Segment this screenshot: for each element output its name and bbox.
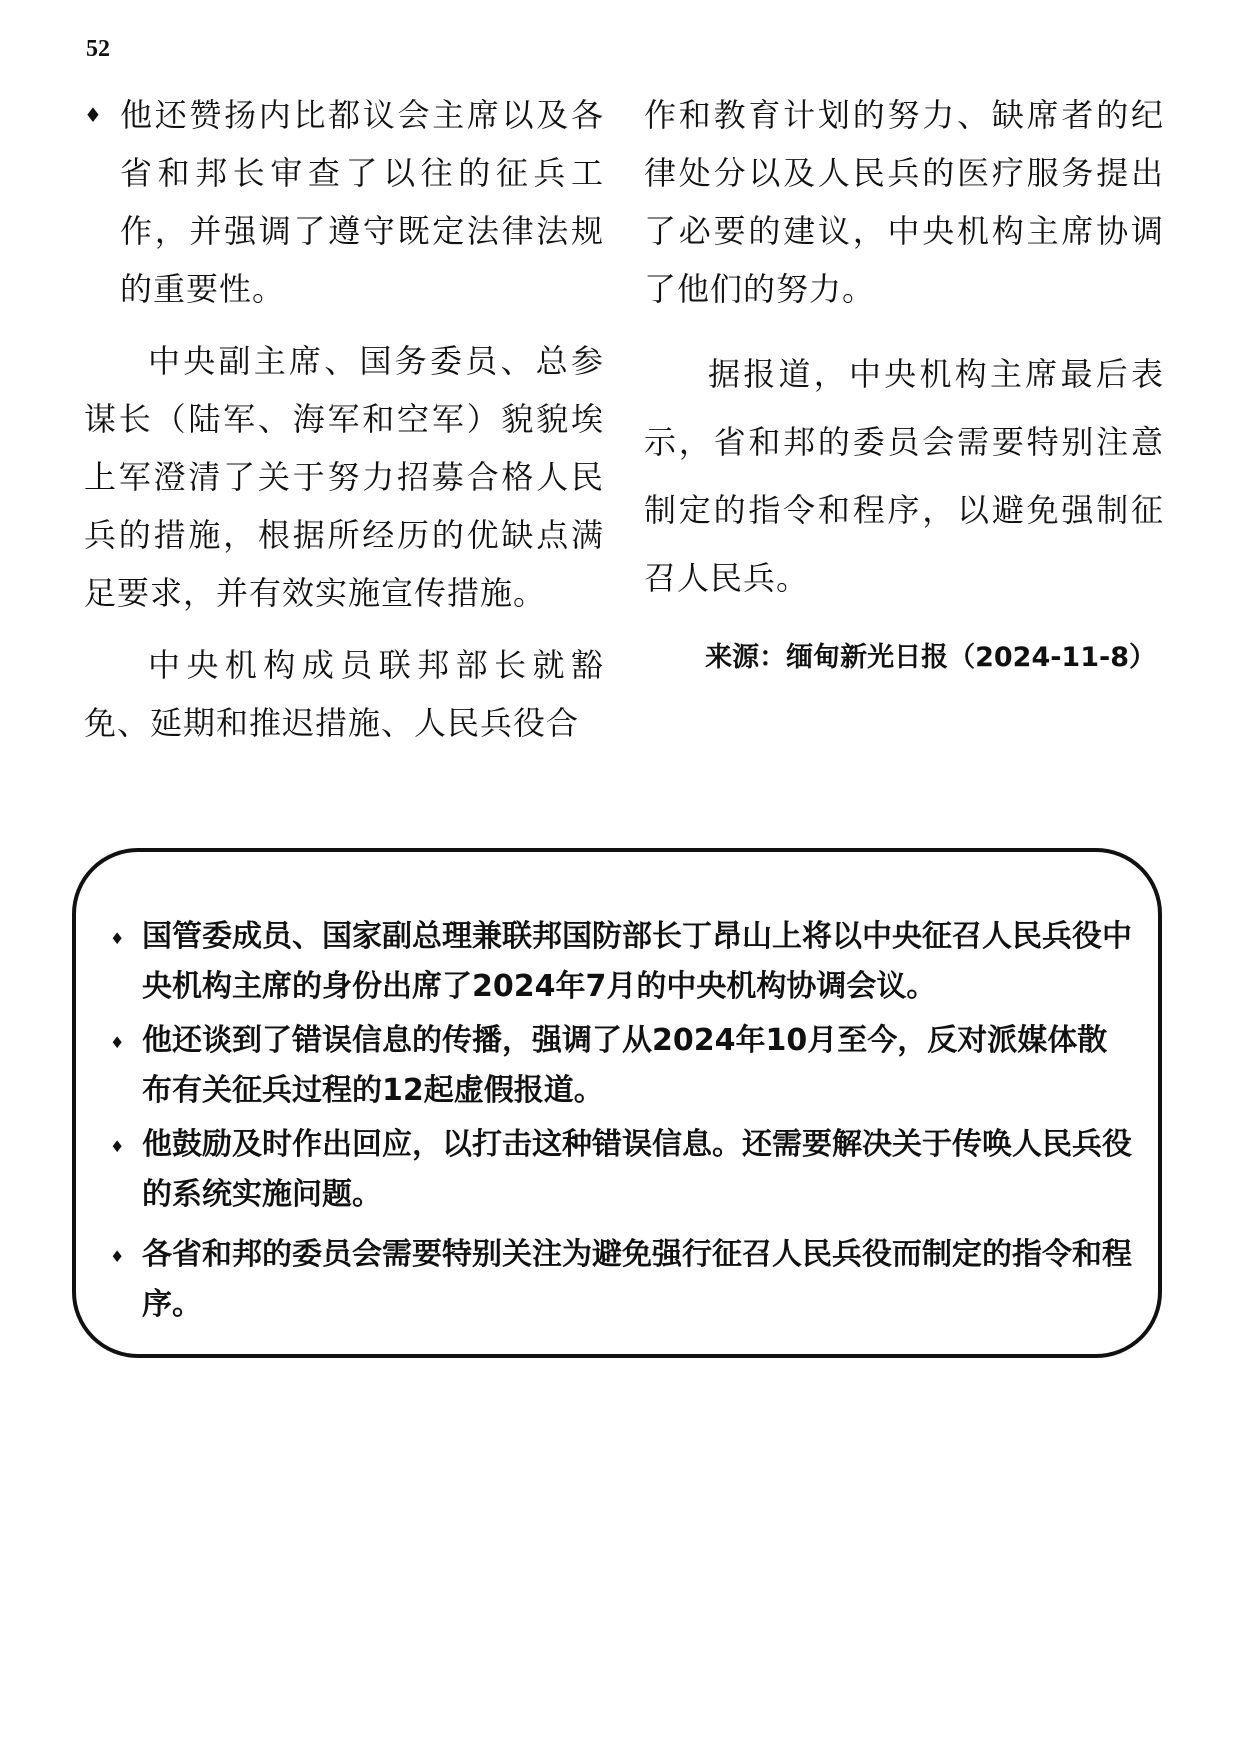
source-citation: 来源：缅甸新光日报（2024-11-8） [705,642,1156,673]
summary-item-text: 他鼓励及时作出回应，以打击这种错误信息。还需要解决关于传唤人民兵役的系统实施问题。 [142,1127,1132,1212]
summary-box [72,848,1162,1358]
summary-item [106,1120,1136,1220]
right-paragraph: 据报道，中央机构主席最后表示，省和邦的委员会需要特别注意制定的指令和程序，以避免强制征召人民兵。 [644,355,1164,597]
left-paragraph-2: 中央机构成员联邦部长就豁免、延期和推迟措施、人民兵役合 [84,646,604,742]
right-column [644,86,1164,678]
left-paragraph-1: 中央副主席、国务委员、总参谋长（陆军、海军和空军）貌貌埃上军澄清了关于努力招募合格人民兵的措施，根据所经历的优缺点满足要求，并有效实施宣传措施。 [84,342,604,612]
diamond-bullet-icon: ♦ [84,103,103,127]
diamond-bullet-icon: ♦ [110,1137,125,1156]
summary-item-text: 他还谈到了错误信息的传播，强调了从2024年10月至今，反对派媒体散布有关征兵过程的12起虚假报道。 [142,1023,1108,1108]
summary-list [106,912,1136,1330]
summary-item [106,912,1136,1012]
summary-item [106,1230,1136,1330]
diamond-bullet-icon: ♦ [110,929,125,948]
left-bullet-text: 他还赞扬内比都议会主席以及各省和邦长审查了以往的征兵工作，并强调了遵守既定法律法规的重要性。 [120,96,604,308]
diamond-bullet-icon: ♦ [110,1033,125,1052]
summary-item-text: 各省和邦的委员会需要特别关注为避免强行征召人民兵役而制定的指令和程序。 [142,1237,1132,1322]
summary-item [106,1016,1136,1116]
summary-item-text: 国管委成员、国家副总理兼联邦国防部长丁昂山上将以中央征召人民兵役中央机构主席的身份出席了2024年7月的中央机构协调会议。 [142,919,1132,1004]
left-column [84,86,604,752]
right-continuation-paragraph: 作和教育计划的努力、缺席者的纪律处分以及人民兵的医疗服务提出了必要的建议，中央机构主席协调了他们的努力。 [644,96,1164,308]
diamond-bullet-icon: ♦ [110,1247,125,1266]
page-number: 52 [86,36,110,62]
left-bullet-paragraph [84,86,604,318]
